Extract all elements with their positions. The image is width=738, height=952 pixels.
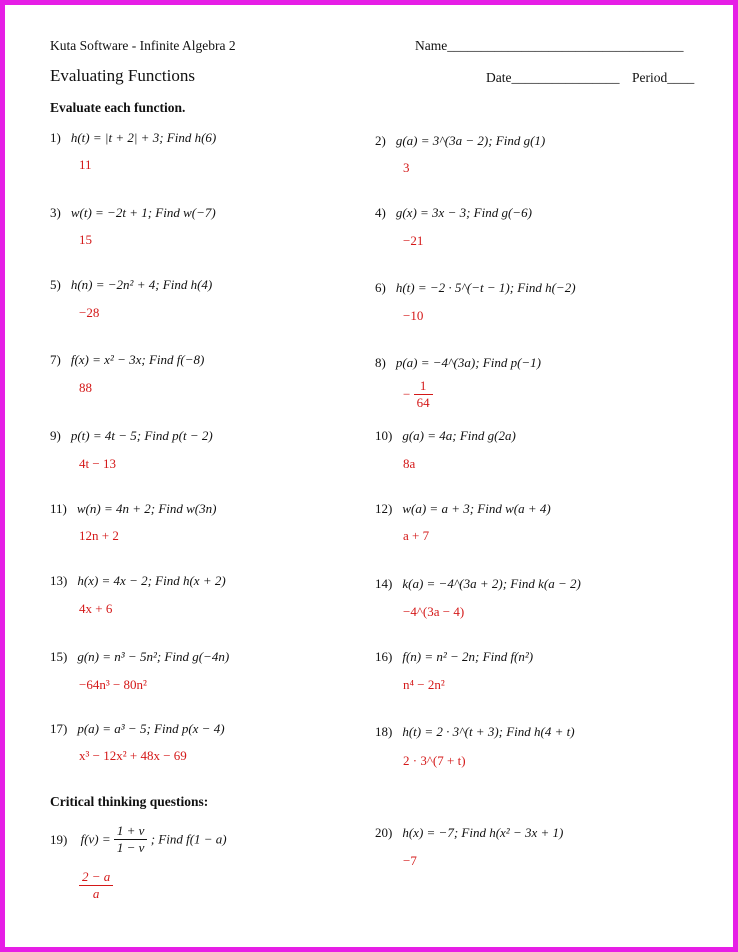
period-field[interactable]	[632, 70, 694, 86]
problem-fraction	[114, 823, 148, 856]
problem-number: 9)	[50, 428, 61, 443]
problem-4	[375, 205, 532, 221]
problem-text: f(x) = x² − 3x; Find f(−8)	[70, 352, 205, 367]
problem-number: 18)	[375, 724, 393, 739]
period-line: ____	[667, 70, 695, 85]
problem-number: 2)	[375, 133, 386, 148]
problem-9	[50, 428, 213, 444]
answer-denominator: 64	[416, 395, 430, 410]
answer-sign: −	[403, 386, 411, 402]
problem-number: 10)	[375, 428, 393, 443]
problem-number: 20)	[375, 825, 393, 840]
period-label: Period	[632, 70, 668, 85]
name-line: ___________________________________	[447, 38, 684, 53]
problem-1	[50, 130, 216, 146]
answer-18: 2 · 3^(7 + t)	[403, 753, 466, 768]
problem-18	[375, 724, 575, 740]
problem-15	[50, 649, 229, 665]
problem-text: g(a) = 4a; Find g(2a)	[402, 428, 516, 443]
problem-text: g(x) = 3x − 3; Find g(−6)	[395, 205, 532, 220]
answer-5: −28	[79, 305, 100, 320]
problem-text: h(t) = 2 · 3^(t + 3); Find h(4 + t)	[402, 724, 575, 739]
answer-13: 4x + 6	[79, 601, 113, 616]
problem-number: 14)	[375, 576, 393, 591]
answer-9: 4t − 13	[79, 456, 116, 471]
problem-number: 16)	[375, 649, 393, 664]
problem-number: 3)	[50, 205, 61, 220]
problem-6	[375, 280, 576, 296]
answer-fraction	[414, 378, 433, 411]
publisher-label: Kuta Software - Infinite Algebra 2	[50, 38, 236, 53]
problem-19	[50, 823, 227, 856]
problem-number: 15)	[50, 649, 68, 664]
problem-11	[50, 501, 216, 517]
problem-number: 17)	[50, 721, 68, 736]
problem-2	[375, 133, 545, 149]
answer-16: n⁴ − 2n²	[403, 677, 445, 692]
answer-12: a + 7	[403, 528, 430, 543]
problem-7	[50, 352, 204, 368]
problem-number: 4)	[375, 205, 386, 220]
answer-8	[403, 378, 433, 411]
problem-text: k(a) = −4^(3a + 2); Find k(a − 2)	[402, 576, 581, 591]
answer-numerator: 2 − a	[79, 869, 113, 886]
answer-fraction	[79, 869, 113, 902]
answer-17: x³ − 12x² + 48x − 69	[79, 748, 187, 763]
problem-text: g(n) = n³ − 5n²; Find g(−4n)	[77, 649, 230, 664]
problem-text-pre: f(v) =	[80, 831, 111, 847]
worksheet-page	[5, 5, 733, 947]
date-field[interactable]	[486, 70, 619, 86]
problem-number: 13)	[50, 573, 68, 588]
problem-12	[375, 501, 551, 517]
problem-14	[375, 576, 581, 592]
answer-19	[79, 869, 113, 902]
problem-text: w(a) = a + 3; Find w(a + 4)	[402, 501, 551, 516]
name-field[interactable]	[415, 38, 683, 54]
instructions: Evaluate each function.	[50, 100, 186, 115]
problem-text: g(a) = 3^(3a − 2); Find g(1)	[395, 133, 546, 148]
problem-13	[50, 573, 226, 589]
problem-text: h(t) = −2 · 5^(−t − 1); Find h(−2)	[395, 280, 576, 295]
problem-number: 12)	[375, 501, 393, 516]
problem-number: 11)	[50, 501, 67, 516]
problem-text: f(n) = n² − 2n; Find f(n²)	[402, 649, 534, 664]
problem-number: 5)	[50, 277, 61, 292]
critical-heading: Critical thinking questions:	[50, 794, 209, 809]
problem-8	[375, 355, 541, 371]
answer-11: 12n + 2	[79, 528, 119, 543]
problem-10	[375, 428, 516, 444]
answer-3: 15	[79, 232, 92, 247]
problem-number: 1)	[50, 130, 61, 145]
date-label: Date	[486, 70, 512, 85]
problem-text: p(t) = 4t − 5; Find p(t − 2)	[70, 428, 213, 443]
problem-text: h(x) = −7; Find h(x² − 3x + 1)	[402, 825, 564, 840]
problem-text: p(a) = a³ − 5; Find p(x − 4)	[77, 721, 225, 736]
problem-text: w(n) = 4n + 2; Find w(3n)	[76, 501, 217, 516]
answer-7: 88	[79, 380, 92, 395]
problem-text: h(x) = 4x − 2; Find h(x + 2)	[77, 573, 226, 588]
problem-numerator: 1 + v	[114, 823, 148, 840]
problem-20	[375, 825, 563, 841]
problem-16	[375, 649, 533, 665]
problem-text: h(n) = −2n² + 4; Find h(4)	[70, 277, 213, 292]
problem-text: p(a) = −4^(3a); Find p(−1)	[395, 355, 542, 370]
problem-3	[50, 205, 216, 221]
problem-denominator: 1 − v	[116, 840, 145, 855]
answer-2: 3	[403, 160, 410, 175]
problem-number: 6)	[375, 280, 386, 295]
date-line: ________________	[511, 70, 620, 85]
page-title: Evaluating Functions	[50, 66, 195, 85]
problem-text: w(t) = −2t + 1; Find w(−7)	[70, 205, 216, 220]
problem-number: 19)	[50, 831, 68, 847]
problem-text-post: ; Find f(1 − a)	[150, 831, 227, 847]
answer-14: −4^(3a − 4)	[403, 604, 465, 619]
answer-4: −21	[403, 233, 424, 248]
problem-17	[50, 721, 225, 737]
name-label: Name	[415, 38, 448, 53]
problem-number: 8)	[375, 355, 386, 370]
answer-10: 8a	[403, 456, 416, 471]
answer-6: −10	[403, 308, 424, 323]
answer-denominator: a	[92, 886, 100, 901]
answer-numerator: 1	[414, 378, 433, 395]
problem-text: h(t) = |t + 2| + 3; Find h(6)	[70, 130, 217, 145]
answer-1: 11	[79, 157, 92, 172]
problem-5	[50, 277, 212, 293]
answer-20: −7	[403, 853, 417, 868]
answer-15: −64n³ − 80n²	[79, 677, 147, 692]
problem-number: 7)	[50, 352, 61, 367]
